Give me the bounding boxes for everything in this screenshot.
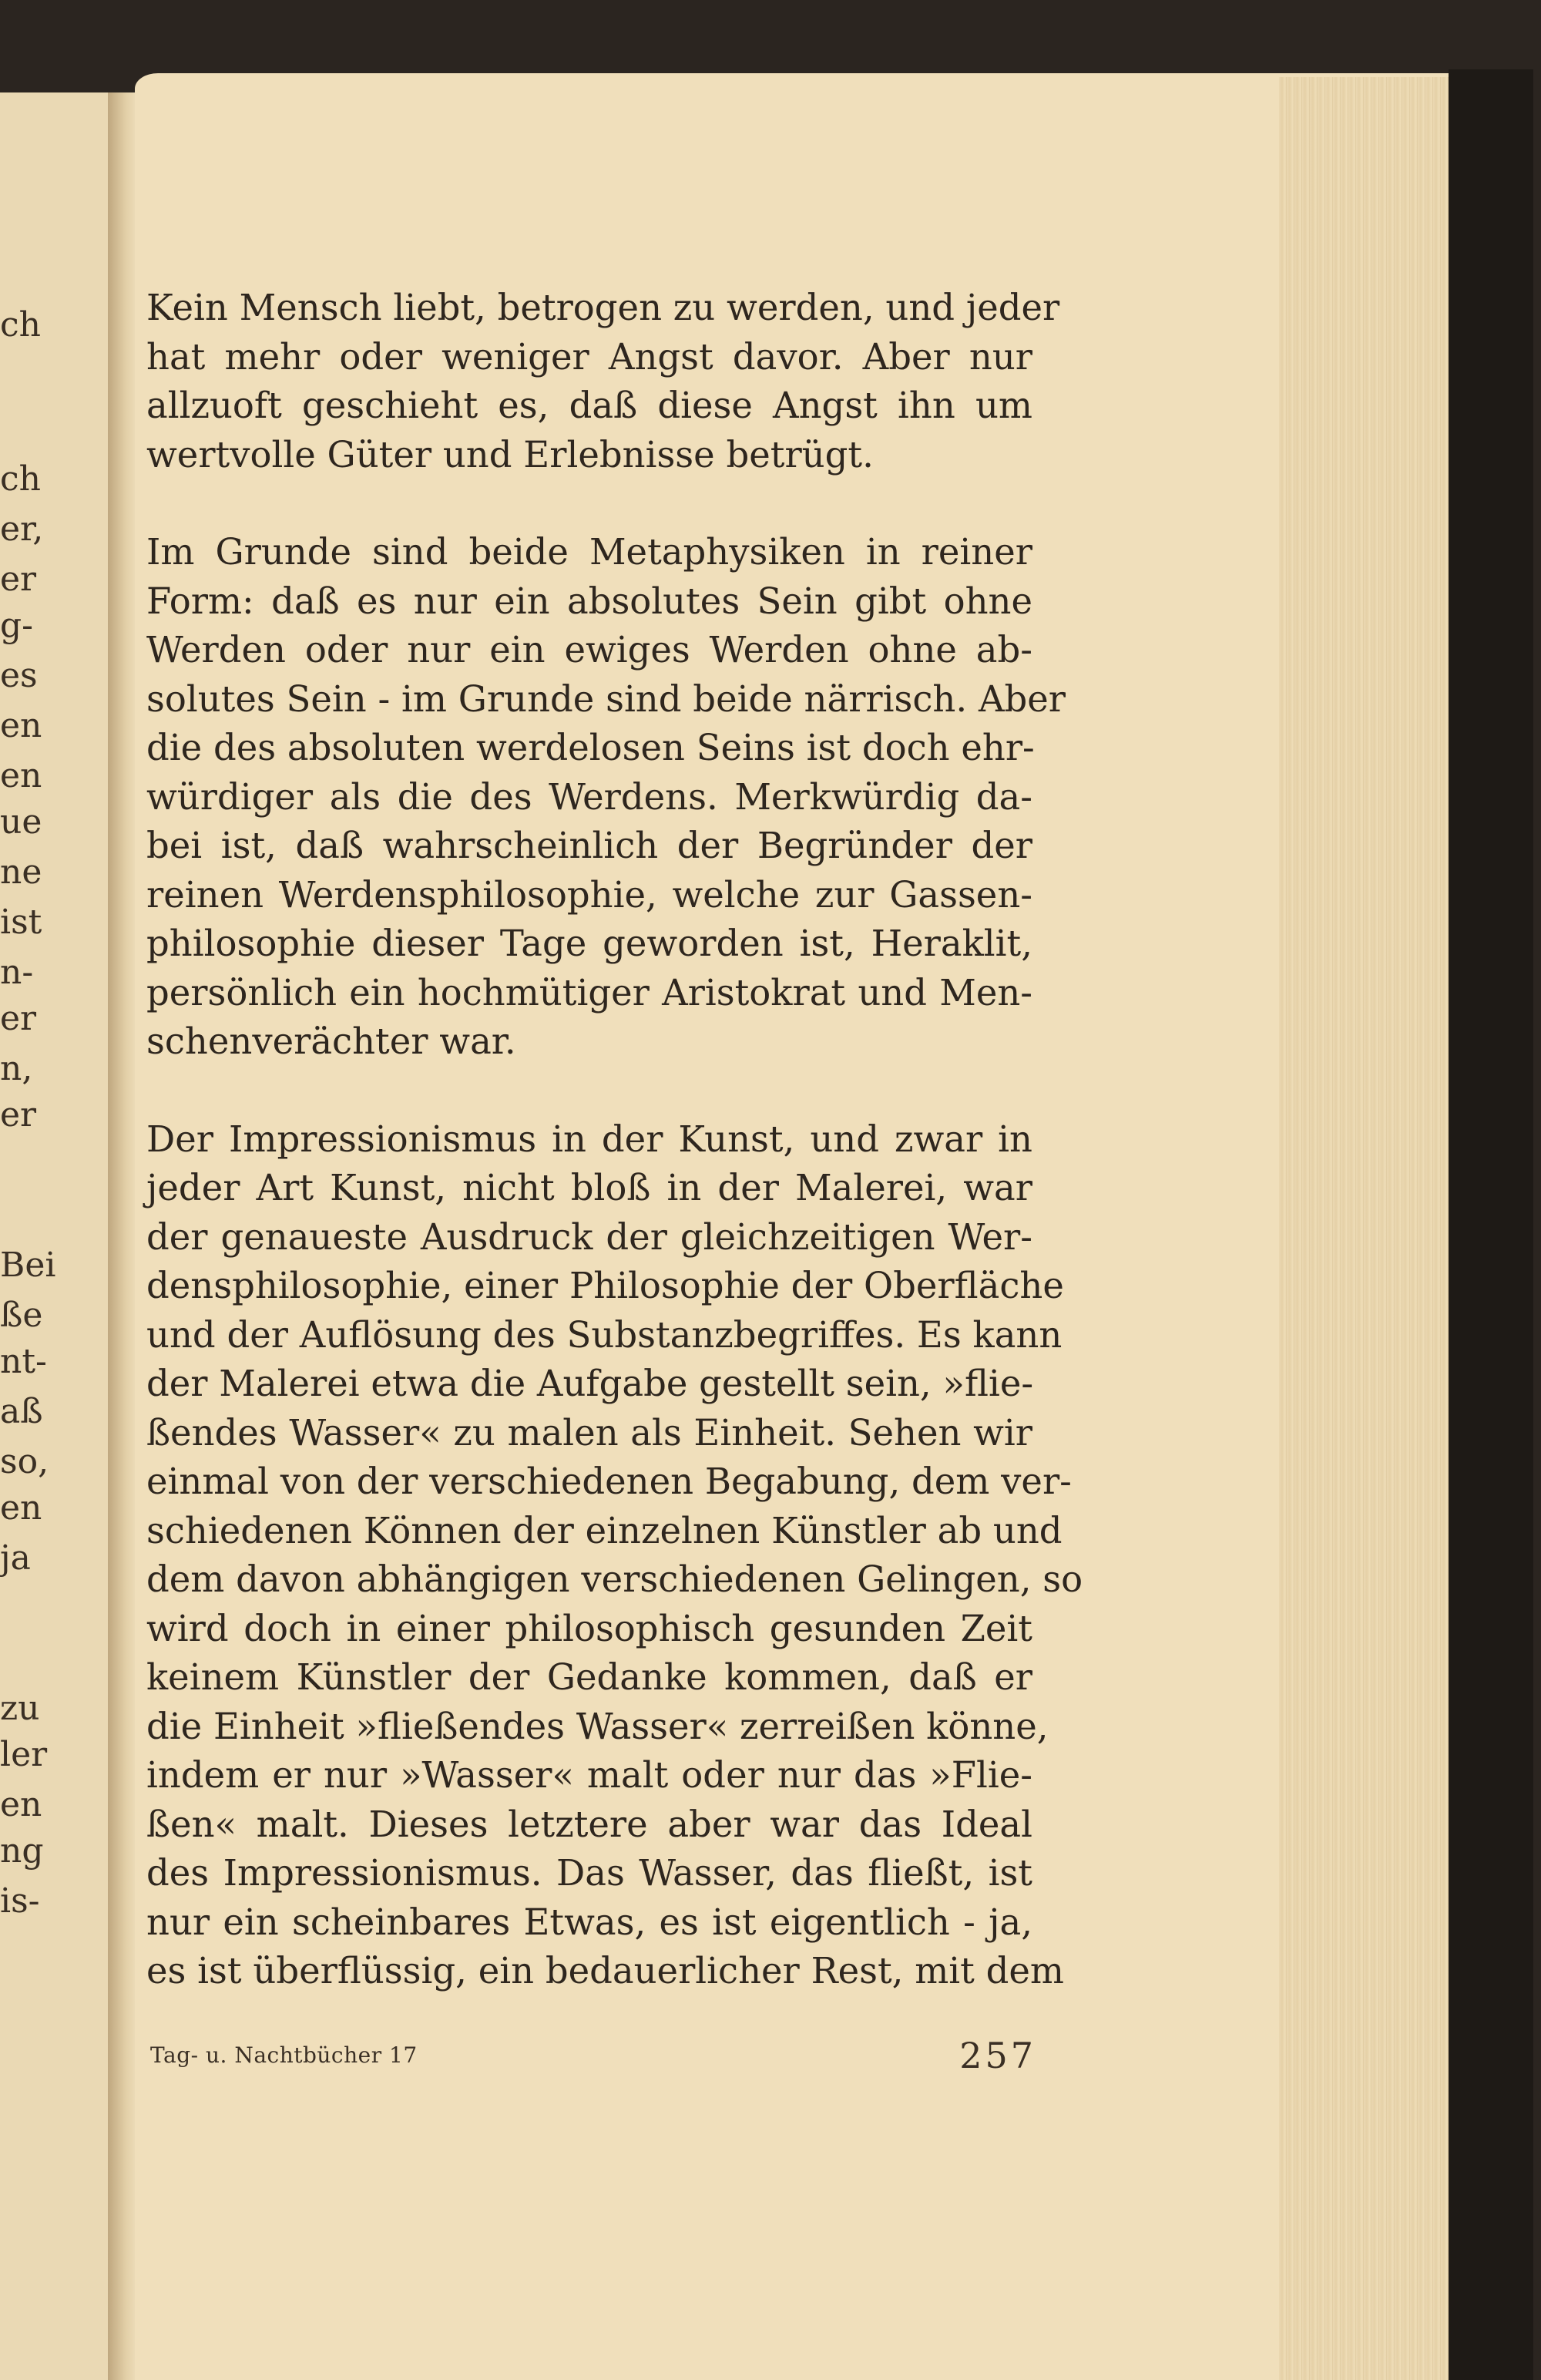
text-line: dem davon abhängigen verschiedenen Gelingen, so — [146, 1558, 1083, 1600]
text-line: ßendes Wasser« zu malen als Einheit. Sehen wir — [146, 1411, 1032, 1454]
left-fragment: ße — [0, 1296, 43, 1335]
left-fragment: er — [0, 1095, 37, 1135]
left-fragment: nt- — [0, 1342, 47, 1381]
text-line: indem er nur »Wasser« malt oder nur das »Flie- — [146, 1754, 1032, 1796]
text-line: schenverächter war. — [146, 1020, 516, 1062]
text-line: wertvolle Güter und Erlebnisse betrügt. — [146, 433, 874, 476]
text-line: persönlich ein hochmütiger Aristokrat und Men- — [146, 971, 1032, 1014]
left-fragment: ler — [0, 1735, 48, 1774]
text-line: Form: daß es nur ein absolutes Sein gibt ohne — [146, 580, 1032, 622]
text-line: Der Impressionismus in der Kunst, und zwar in — [146, 1118, 1032, 1160]
text-line: nur ein scheinbares Etwas, es ist eigentlich - ja, — [146, 1901, 1032, 1943]
text-line: und der Auflösung des Substanzbegriffes. Es kann — [146, 1313, 1063, 1356]
text-line: jeder Art Kunst, nicht bloß in der Malerei, war — [146, 1167, 1032, 1208]
left-page — [0, 92, 116, 2380]
book-cover-edge — [1449, 69, 1533, 2380]
paragraph — [146, 1115, 1083, 1996]
left-fragment: er — [0, 560, 37, 599]
left-fragment: ch — [0, 459, 41, 499]
text-line: der Malerei etwa die Aufgabe gestellt sein, »flie- — [146, 1363, 1034, 1404]
left-fragment: er, — [0, 509, 44, 549]
left-fragment: es — [0, 656, 38, 695]
text-line: densphilosophie, einer Philosophie der Oberfläche — [146, 1265, 1064, 1306]
left-fragment: zu — [0, 1689, 40, 1728]
page-edges — [1279, 77, 1449, 2380]
left-fragment: ue — [0, 802, 42, 842]
left-fragment: aß — [0, 1392, 43, 1431]
text-line: Im Grunde sind beide Metaphysiken in reiner — [146, 531, 1032, 573]
text-line: hat mehr oder weniger Angst davor. Aber nur — [146, 335, 1032, 378]
left-fragment: ng — [0, 1831, 44, 1871]
paragraph — [146, 528, 1066, 1067]
left-fragment: n- — [0, 953, 34, 992]
left-fragment: en — [0, 1488, 42, 1528]
text-line: einmal von der verschiedenen Begabung, dem ver- — [146, 1461, 1072, 1502]
left-fragment: ja — [0, 1538, 31, 1578]
text-line: der genaueste Ausdruck der gleichzeitigen Wer- — [146, 1215, 1032, 1258]
text-line: die des absoluten werdelosen Seins ist doch ehr- — [146, 727, 1035, 768]
text-line: ßen« malt. Dieses letztere aber war das Ideal — [146, 1803, 1032, 1845]
text-line: Kein Mensch liebt, betrogen zu werden, und jeder — [146, 287, 1060, 328]
text-line: keinem Künstler der Gedanke kommen, daß er — [146, 1656, 1032, 1698]
left-fragment: en — [0, 1785, 42, 1824]
text-line: reinen Werdensphilosophie, welche zur Gassen- — [146, 873, 1032, 916]
text-line: es ist überflüssig, ein bedauerlicher Rest, mit dem — [146, 1950, 1065, 1992]
text-line: solutes Sein - im Grunde sind beide närrisch. Aber — [146, 677, 1066, 720]
left-fragment: Bei — [0, 1245, 56, 1285]
text-line: wird doch in einer philosophisch gesunden Zeit — [146, 1607, 1032, 1649]
book-gutter — [108, 92, 139, 2380]
page-number: 257 — [959, 2035, 1036, 2076]
left-fragment: ch — [0, 305, 41, 345]
left-fragment: er — [0, 999, 37, 1038]
text-line: schiedenen Können der einzelnen Künstler ab und — [146, 1509, 1063, 1551]
text-line: philosophie dieser Tage geworden ist, Heraklit, — [146, 923, 1032, 964]
signature-mark: Tag- u. Nachtbücher 17 — [150, 2042, 418, 2068]
text-line: die Einheit »fließendes Wasser« zerreißen könne, — [146, 1705, 1049, 1747]
left-fragment: ne — [0, 852, 42, 892]
left-fragment: is- — [0, 1881, 40, 1921]
left-fragment: en — [0, 706, 42, 745]
page-footer — [150, 2035, 1036, 2081]
left-fragment: n, — [0, 1049, 33, 1088]
text-line: allzuoft geschieht es, daß diese Angst ihn um — [146, 385, 1032, 426]
left-fragment: g- — [0, 606, 34, 645]
text-line: bei ist, daß wahrscheinlich der Begründer der — [146, 825, 1032, 866]
text-line: Werden oder nur ein ewiges Werden ohne ab- — [146, 629, 1032, 671]
left-fragment: so, — [0, 1442, 49, 1481]
paragraph — [146, 284, 1060, 479]
left-fragment: ist — [0, 903, 42, 942]
page-text — [146, 284, 1083, 2045]
text-line: des Impressionismus. Das Wasser, das fließt, ist — [146, 1852, 1032, 1894]
left-fragment: en — [0, 756, 42, 795]
text-line: würdiger als die des Werdens. Merkwürdig da- — [146, 775, 1032, 818]
